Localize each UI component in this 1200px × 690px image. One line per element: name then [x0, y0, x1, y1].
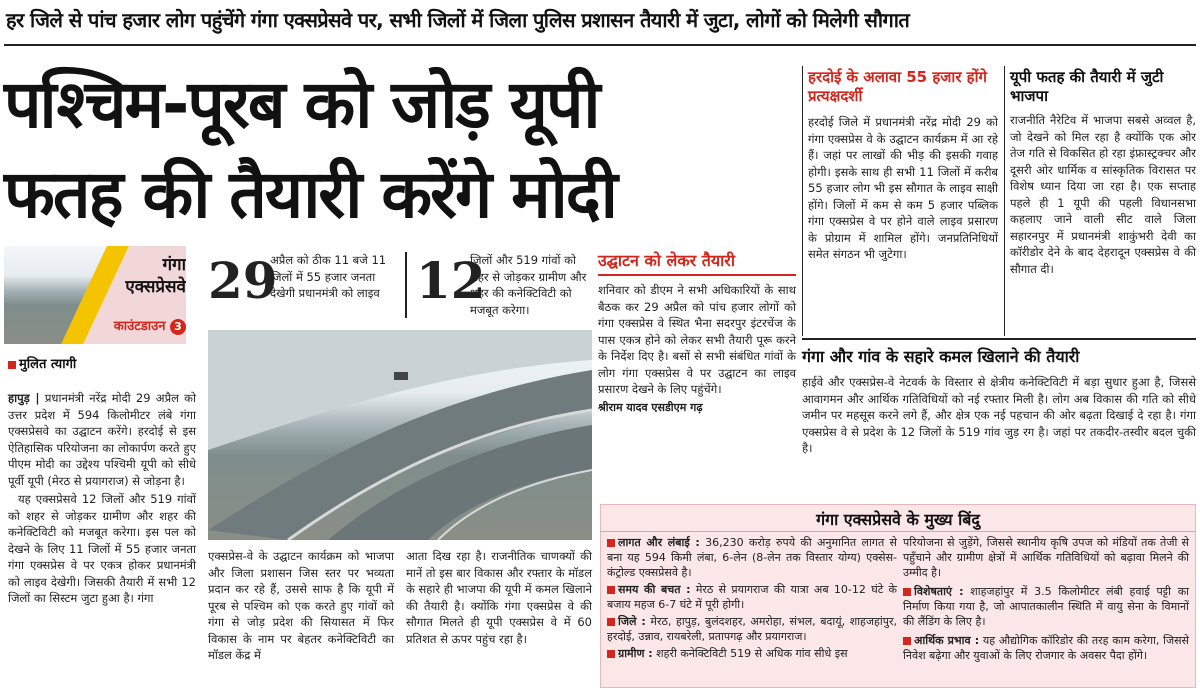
badge-line-2: एक्सप्रेसवे	[125, 277, 186, 297]
highlights-left	[607, 535, 897, 661]
expressway-photo	[208, 330, 592, 540]
stat-number: 12	[416, 251, 486, 310]
highlight-item: ग्रामीण : शहरी कनेक्टिविटी 519 से अधिक गांव सीधे इस	[607, 646, 897, 661]
inauguration-text: शनिवार को डीएम ने सभी अधिकारियों के साथ बैठक कर 29 अप्रैल को पांच हजार लोगों को गंगा एक्सप्रेस वे स्थित भैना सदरपुर इंटरचेंज के पास एकत्र होने को लेकर सभी तैयारी पूरू करने के निर्देश दिए है। बसों से सभी संबंधित गांवों के लोग गंगा एक्सप्रेस वे पर उद्घाटन का लाइव प्रसारण देखने के लिए पहुंचेंगे।	[598, 283, 796, 396]
headline-line-2: फतह की तैयारी करेंगे मोदी	[4, 156, 616, 233]
highlight-item: आर्थिक प्रभाव : यह औद्योगिक कॉरिडोर की तरह काम करेगा, जिससे निवेश बढ़ेगा और युवाओं के लिए रोजगार के अवसर पैदा होंगे।	[903, 634, 1189, 662]
hardoi-box	[808, 68, 998, 263]
square-bullet-icon	[903, 588, 911, 596]
square-bullet-icon	[607, 650, 615, 658]
countdown-badge	[4, 246, 186, 344]
lotus-text: हाईवे और एक्सप्रेस-वे नेटवर्क के विस्तार से क्षेत्रीय कनेक्टिविटी में बड़ा सुधार हुआ है, जिससे आवागमन और आर्थिक गतिविधियों को नई रफ्तार मिली है। लोग अब विकास की गति को सीधे जमीन पर महसूस करने लगे हैं, और क्षेत्र एक नई पहचान की ओर बढ़ता दिखाई दे रहा है। गंगा एक्सप्रेस वे से प्रदेश के 12 जिलों के 519 गांव जुड़ रग है। जहां पर तकदीर-तस्वीर बदल चुकी है।	[802, 375, 1196, 455]
lotus-box	[802, 338, 1196, 498]
hardoi-title: हरदोई के अलावा 55 हजार होंगे प्रत्यक्षदर्शी	[808, 68, 987, 105]
stat-box-1	[208, 250, 404, 322]
square-bullet-icon	[8, 361, 16, 369]
square-bullet-icon	[903, 637, 911, 645]
highlights-box	[600, 504, 1196, 688]
highlight-item: लागत और लंबाई : 36,230 करोड़ रुपये की अनुमानित लागत से बना यह 594 किमी लंबा, 6-लेन (8-लेन तक विस्तार योग्य) एक्सेस-कंट्रोल्ड एक्सप्रेसवे है।	[607, 536, 897, 579]
square-bullet-icon	[607, 539, 615, 547]
inauguration-box	[598, 250, 796, 480]
highlights-right: परियोजना से जुड़ेंगे, जिससे स्थानीय कृषि उपज को मंडियों तक तेजी से पहुँचाने और ग्रामीण क्षेत्रों में आर्थिक गतिविधियों को बढ़ावा मिलने की उम्मीद है। विशेषताएं : शाहजहांपुर में 3.5 किलोमीटर लंबी हवाई पट्टी का निर्माण किया गया है, जो आपातकालीन स्थिति में वायु सेना के विमानों की लैंडिंग के लिए है। आर्थिक प्रभाव : यह औद्योगिक कॉरिडोर की तरह काम करेगा, जिससे निवेश बढ़ेगा और युवाओं के लिए रोजगार के अवसर पैदा होंगे।	[903, 536, 1190, 662]
stat-text: अप्रैल को ठीक 11 बजे 11 जिलों में 55 हजार जनता देखेगी प्रधानमंत्री को लाइव	[270, 253, 387, 300]
square-bullet-icon	[607, 586, 615, 594]
main-headline	[4, 60, 794, 240]
bjp-text: राजनीति नैरेटिव में भाजपा सबसे अव्वल है, जो देखने को मिल रहा है क्योंकि एक ओर तेज गति से विकसित हो रहा इंफ्रास्ट्रक्चर और दूसरी ओर धार्मिक व सांस्कृतिक विरासत पर विशेष ध्यान दिया जा रहा है। एक सप्ताह पहले ही 1 यूपी की पहली विधानसभा कहलाए जाने वाली सीट वाले जिला सहारनपुर में प्रधानमंत्री शाकुंभरी देवी का कॉरीडोर देने के बाद देहरादून एक्सप्रेस वे की सौगात दी।	[1010, 113, 1196, 276]
dateline: हापुड़ |	[8, 391, 40, 405]
highlight-item: विशेषताएं : शाहजहांपुर में 3.5 किलोमीटर लंबी हवाई पट्टी का निर्माण किया गया है, जो आपातकालीन स्थिति में वायु सेना के विमानों की लैंडिंग के लिए है।	[903, 585, 1190, 628]
byline: मुलित त्यागी	[8, 354, 76, 372]
main-story-col-3: आता दिख रहा है। राजनीतिक चाणक्यों की मानें तो इस बार विकास और रफ्तार के मॉडल के सहारे ही भाजपा की यूपी में कमल खिलाने की तैयारी है। क्योंकि गंगा एक्सप्रेस वे की सौगात मिलते ही यूपी एक्सप्रेस वे में 60 प्रतिशत से ऊपर पहुंच रहा है।	[406, 549, 592, 646]
headline-line-1: पश्चिम-पूरब को जोड़ यूपी	[4, 66, 599, 143]
divider	[4, 44, 1196, 46]
countdown-number: 3	[170, 319, 186, 335]
highlight-item: जिले : मेरठ, हापुड़, बुलंदशहर, अमरोहा, संभल, बदायूं, शाहजहांपुर, हरदोई, उन्नाव, रायबरेली, प्रतापगढ़ और प्रयागराज।	[607, 615, 897, 643]
lotus-title: गंगा और गांव के सहारे कमल खिलाने की तैयारी	[802, 347, 1080, 366]
stat-text: जिलों और 519 गांवों को शहर से जोड़कर ग्रामीण और शहर की कनेक्टिविटी को मजबूत करेगा।	[470, 253, 587, 317]
stat-box-2	[412, 250, 592, 322]
highlight-item: समय की बचत : मेरठ से प्रयागराज की यात्रा अब 10-12 घंटे के बजाय महज 6-7 घंटे में पूरी होगी।	[607, 583, 897, 611]
bjp-title: यूपी फतह की तैयारी में जुटी भाजपा	[1010, 68, 1164, 105]
hardoi-text: हरदोई जिले में प्रधानमंत्री नरेंद्र मोदी 29 को गंगा एक्सप्रेस वे के उद्घाटन कार्यक्रम में आ रहे हैं। जहां पर लाखों की भीड़ की इसकी गवाह होगी। इसके साथ ही सभी 11 जिलों में करीब 55 हजार लोग भी इस सौगात के लाइव साक्षी होंगे। जिलों में कम से कम 5 हजार पब्लिक गंगा एक्सप्रेस वे पर होने वाले लाइव प्रसारण के प्रोग्राम में शामिल होंगे। जनप्रतिनिधियों समेत संगठन भी जुटेगा।	[808, 115, 998, 261]
highlights-title: गंगा एक्सप्रेसवे के मुख्य बिंदु	[601, 509, 1195, 532]
kicker-headline: हर जिले से पांच हजार लोग पहुंचेंगे गंगा एक्सप्रेसवे पर, सभी जिलों में जिला पुलिस प्रशासन तैयारी में जुटा, लोगों को मिलेगी सौगात	[6, 8, 910, 32]
bjp-box	[1010, 68, 1196, 277]
main-story-col-2: एक्सप्रेस-वे के उद्घाटन कार्यक्रम को भाजपा और जिला प्रशासन जिस स्तर पर भव्यता प्रदान कर रहे हैं, उससे साफ है कि यूपी में पूरब से पश्चिम को एक करते हुए गांवों को गंगा से जोड़ प्रदेश की सियासत में फिर विकास के नाम पर बेहतर कनेक्टिविटी का मॉडल केंद्र में	[208, 549, 394, 662]
square-bullet-icon	[607, 618, 615, 626]
main-story-col-1: हापुड़ | प्रधानमंत्री नरेंद्र मोदी 29 अप्रैल को उत्तर प्रदेश में 594 किलोमीटर लंबे गंगा एक्सप्रेसवे का उद्घाटन करेंगे। हरदोई से इस ऐतिहासिक परियोजना का लोकार्पण करते हुए पीएम मोदी का उद्देश्य पश्चिमी यूपी को सीधे पूर्वी यूपी (मेरठ से प्रयागराज) से जोड़ना है। यह एक्सप्रेसवे 12 जिलों और 519 गांवों को शहर से जोड़कर ग्रामीण और शहर की कनेक्टिविटी को मजबूत करेगा। इस पल को देखने के लिए 11 जिलों में 55 हजार जनता गंगा एक्सप्रेस वे पर एकत्र होकर प्रधानमंत्री को लाइव देखेगी। जिसकी तैयारी में सभी 12 जिलों का सिस्टम जुटा हुआ है। गंगा	[8, 391, 196, 605]
badge-countdown: काउंटडाउन 3	[92, 316, 186, 335]
stat-number: 29	[208, 251, 278, 310]
inauguration-title: उद्घाटन को लेकर तैयारी	[598, 250, 796, 276]
badge-line-1: गंगा	[162, 255, 186, 275]
inauguration-signoff: श्रीराम यादव एसडीएम गढ़	[598, 400, 703, 414]
